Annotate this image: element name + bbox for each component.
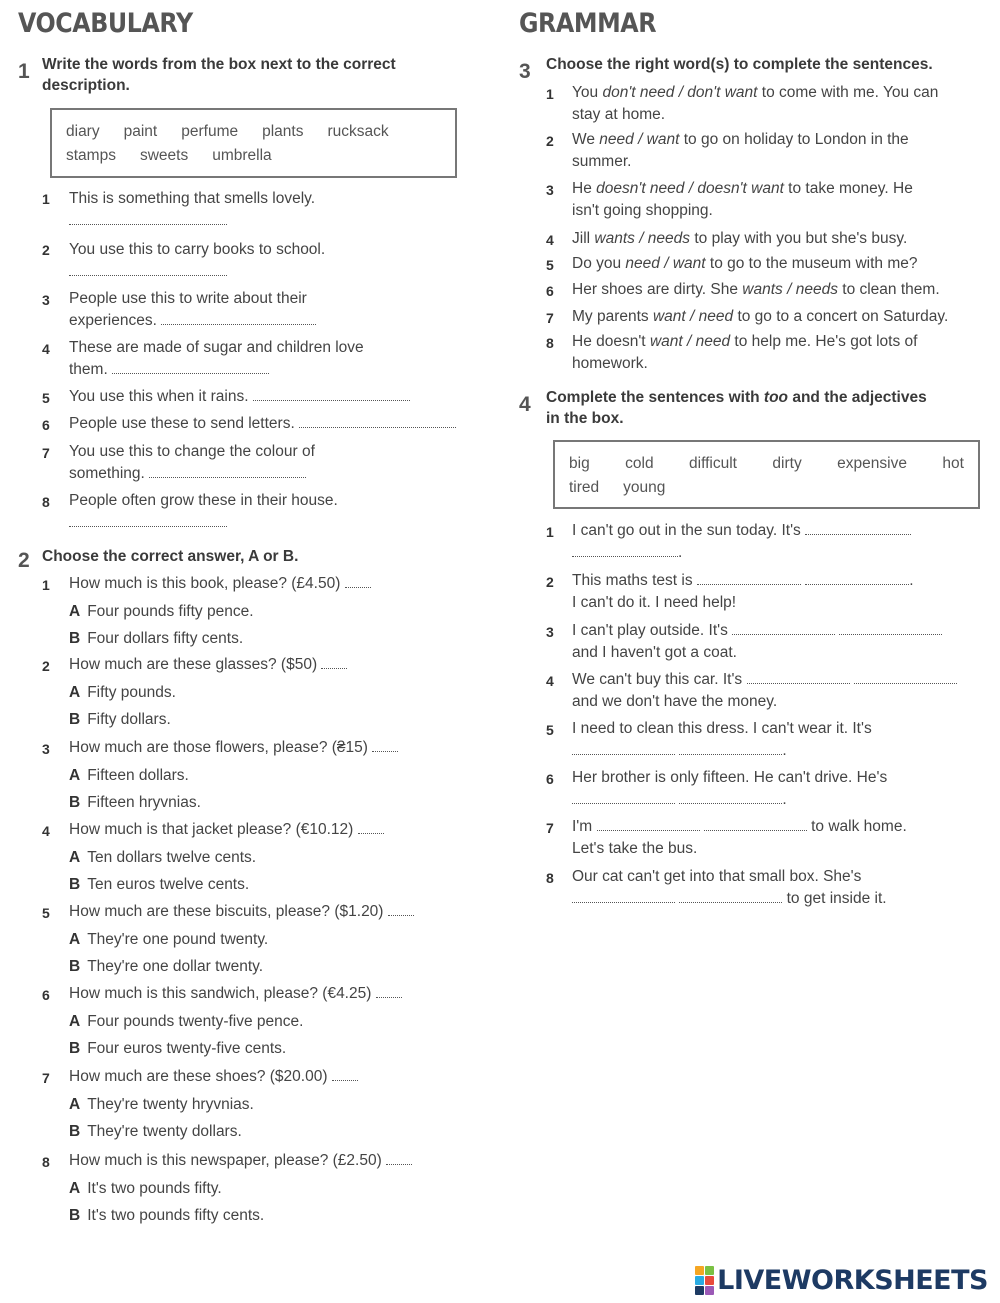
answer-blank[interactable] [697, 572, 801, 585]
ex3-item-1: You don't need / don't want to come with me. You can stay at home. [572, 84, 939, 123]
ex1-item-7: You use this to change the colour of something. [69, 443, 315, 482]
ex4-item-3: I can't play outside. It's and I haven't got a coat. [572, 620, 942, 664]
item-number: 5 [546, 257, 554, 273]
answer-blank[interactable] [805, 572, 909, 585]
option-letter: B [69, 1207, 81, 1224]
ex1-item-8: People often grow these in their house. [69, 490, 338, 534]
item-number: 6 [546, 771, 554, 787]
item-number: 5 [42, 390, 50, 406]
answer-blank[interactable] [679, 742, 782, 755]
answer-blank[interactable] [345, 575, 371, 588]
item-number: 8 [546, 870, 554, 886]
item-number: 8 [42, 494, 50, 510]
ex2-question: How much is this sandwich, please? (€4.25) [69, 983, 402, 1005]
ex4-item-5: I need to clean this dress. I can't wear it. It's . [572, 720, 872, 759]
ex2-option-a[interactable]: A Four pounds twenty-five pence. [69, 1013, 304, 1030]
item-number: 6 [42, 987, 50, 1003]
answer-blank[interactable] [854, 671, 957, 684]
ex2-option-a[interactable]: A Fifty pounds. [69, 684, 176, 701]
ex4-item-8: Our cat can't get into that small box. She's to get inside it. [572, 868, 887, 907]
exercise-1-word-box [50, 108, 457, 178]
item-number: 5 [546, 722, 554, 738]
ex4-item-2: This maths test is . I can't do it. I need help! [572, 572, 914, 611]
answer-blank[interactable] [597, 818, 700, 831]
answer-blank[interactable] [69, 514, 227, 527]
word-choice[interactable]: need / want [599, 131, 680, 148]
answer-blank[interactable] [321, 656, 347, 669]
word-choice[interactable]: wants / needs [594, 230, 691, 247]
exercise-4-title: Complete the sentences with too and the adjectives in the box. [546, 389, 927, 427]
item-number: 1 [42, 577, 50, 593]
item-number: 4 [42, 823, 50, 839]
ex3-item-7: My parents want / need to go to a concert on Saturday. [572, 308, 949, 325]
word-choice[interactable]: don't need / don't want [602, 84, 758, 101]
ex2-option-b[interactable]: B Four dollars fifty cents. [69, 630, 244, 647]
ex2-option-a[interactable]: A It's two pounds fifty. [69, 1180, 222, 1197]
word-box-item: cold [625, 455, 654, 472]
option-letter: B [69, 958, 81, 975]
answer-blank[interactable] [679, 791, 782, 804]
option-letter: A [69, 849, 81, 866]
item-number: 7 [546, 310, 554, 326]
word-box-item: difficult [689, 455, 737, 472]
ex4-item-7: I'm to walk home. Let's take the bus. [572, 818, 907, 857]
answer-blank[interactable] [253, 388, 410, 401]
word-choice[interactable]: want / need [649, 333, 731, 350]
answer-blank[interactable] [805, 522, 911, 535]
item-number: 8 [546, 335, 554, 351]
item-number: 1 [546, 524, 554, 540]
option-letter: A [69, 1180, 81, 1197]
answer-blank[interactable] [161, 312, 316, 325]
item-number: 6 [546, 283, 554, 299]
ex1-item-1: This is something that smells lovely. [69, 188, 315, 232]
item-number: 2 [546, 574, 554, 590]
exercise-2-title: Choose the correct answer, A or B. [42, 548, 299, 565]
ex2-question: How much are those flowers, please? (₴15) [69, 737, 398, 759]
answer-blank[interactable] [149, 465, 306, 478]
answer-blank[interactable] [572, 791, 675, 804]
ex1-item-5: You use this when it rains. [69, 386, 410, 408]
answer-blank[interactable] [69, 212, 227, 225]
logo-text: LIVEWORKSHEETS [717, 1264, 988, 1296]
ex2-option-b[interactable]: B Ten euros twelve cents. [69, 876, 250, 893]
ex2-question: How much is this book, please? (£4.50) [69, 573, 371, 595]
ex1-item-4: These are made of sugar and children love them. [69, 339, 364, 378]
ex2-option-a[interactable]: A They're twenty hryvnias. [69, 1096, 254, 1113]
option-letter: B [69, 1123, 81, 1140]
ex2-option-a[interactable]: A They're one pound twenty. [69, 931, 269, 948]
exercise-2-number: 2 [18, 549, 30, 572]
item-number: 4 [42, 341, 50, 357]
item-number: 2 [546, 133, 554, 149]
ex2-option-a[interactable]: A Ten dollars twelve cents. [69, 849, 257, 866]
ex1-item-2: You use this to carry books to school. [69, 239, 325, 283]
ex3-item-5: Do you need / want to go to the museum with me? [572, 255, 918, 272]
word-box-item: diary [66, 123, 100, 140]
option-letter: B [69, 794, 81, 811]
answer-blank[interactable] [732, 622, 835, 635]
exercise-4-number: 4 [519, 393, 531, 416]
ex2-question: How much are these glasses? ($50) [69, 654, 347, 676]
word-choice[interactable]: want / need [652, 308, 734, 325]
exercise-1-title: Write the words from the box next to the correct description. [42, 56, 396, 94]
item-number: 3 [546, 624, 554, 640]
ex4-item-6: Her brother is only fifteen. He can't drive. He's . [572, 769, 888, 808]
ex2-question: How much are these biscuits, please? ($1.20) [69, 901, 414, 923]
answer-blank[interactable] [299, 415, 456, 428]
item-number: 2 [42, 242, 50, 258]
word-box-item: umbrella [212, 147, 272, 164]
item-number: 3 [42, 741, 50, 757]
exercise-3-title: Choose the right word(s) to complete the sentences. [546, 56, 933, 73]
option-letter: A [69, 684, 81, 701]
ex2-question: How much is that jacket please? (€10.12) [69, 819, 384, 841]
ex3-item-6: Her shoes are dirty. She wants / needs to clean them. [572, 281, 940, 298]
word-box-item: perfume [181, 123, 239, 140]
answer-blank[interactable] [332, 1068, 358, 1081]
ex3-item-4: Jill wants / needs to play with you but she's busy. [572, 230, 908, 247]
ex4-item-4: We can't buy this car. It's and we don't have the money. [572, 669, 957, 713]
word-box-item: hot [942, 455, 964, 472]
option-letter: B [69, 1040, 81, 1057]
exercise-1-number: 1 [18, 60, 30, 83]
item-number: 7 [42, 1070, 50, 1086]
item-number: 4 [546, 232, 554, 248]
item-number: 1 [42, 191, 50, 207]
word-box-item: tired [569, 479, 600, 496]
word-choice[interactable]: wants / needs [742, 281, 838, 298]
item-number: 3 [546, 182, 554, 198]
option-letter: A [69, 603, 81, 620]
answer-blank[interactable] [358, 821, 384, 834]
ex4-item-1: I can't go out in the sun today. It's . [572, 520, 911, 564]
ex2-option-b[interactable]: B They're one dollar twenty. [69, 958, 264, 975]
ex3-item-2: We need / want to go on holiday to London in the summer. [572, 131, 909, 170]
item-number: 3 [42, 292, 50, 308]
item-number: 1 [546, 86, 554, 102]
option-letter: A [69, 1013, 81, 1030]
answer-blank[interactable] [69, 263, 227, 276]
vocabulary-heading: VOCABULARY [18, 8, 193, 39]
option-letter: B [69, 630, 81, 647]
word-box-item: expensive [837, 455, 907, 472]
item-number: 6 [42, 417, 50, 433]
option-letter: A [69, 1096, 81, 1113]
item-number: 7 [42, 445, 50, 461]
ex2-option-a[interactable]: A Fifteen dollars. [69, 767, 189, 784]
word-box-item: paint [123, 123, 158, 140]
option-letter: A [69, 931, 81, 948]
answer-blank[interactable] [572, 544, 678, 557]
ex2-option-a[interactable]: A Four pounds fifty pence. [69, 603, 254, 620]
answer-blank[interactable] [704, 818, 807, 831]
grammar-heading: GRAMMAR [519, 8, 657, 39]
answer-blank[interactable] [372, 739, 398, 752]
ex2-question: How much are these shoes? ($20.00) [69, 1066, 358, 1088]
word-box-item: young [623, 479, 666, 496]
answer-blank[interactable] [386, 1152, 412, 1165]
option-letter: B [69, 711, 81, 728]
ex2-option-b[interactable]: B Fifteen hryvnias. [69, 794, 201, 811]
ex3-item-3: He doesn't need / doesn't want to take money. He isn't going shopping. [572, 180, 913, 219]
answer-blank[interactable] [839, 622, 942, 635]
exercise-3-number: 3 [519, 60, 531, 83]
word-choice[interactable]: need / want [625, 255, 706, 272]
option-letter: B [69, 876, 81, 893]
word-box-item: plants [262, 123, 304, 140]
answer-blank[interactable] [747, 671, 850, 684]
word-choice[interactable]: doesn't need / doesn't want [596, 180, 784, 197]
liveworksheets-logo[interactable] [695, 1265, 988, 1295]
item-number: 4 [546, 673, 554, 689]
exercise-4-word-box [553, 440, 980, 509]
item-number: 5 [42, 905, 50, 921]
answer-blank[interactable] [679, 890, 782, 903]
answer-blank[interactable] [572, 742, 675, 755]
ex1-item-3: People use this to write about their experiences. [69, 288, 316, 332]
logo-grid-icon [695, 1266, 714, 1295]
ex2-option-b[interactable]: B It's two pounds fifty cents. [69, 1207, 265, 1224]
word-box-item: sweets [139, 147, 189, 164]
item-number: 7 [546, 820, 554, 836]
word-box-item: dirty [772, 455, 802, 472]
answer-blank[interactable] [376, 985, 402, 998]
answer-blank[interactable] [112, 361, 269, 374]
ex2-question: How much is this newspaper, please? (£2.50) [69, 1150, 412, 1172]
ex3-item-8: He doesn't want / need to help me. He's got lots of homework. [572, 333, 918, 372]
item-number: 8 [42, 1154, 50, 1170]
ex2-option-b[interactable]: B They're twenty dollars. [69, 1123, 242, 1140]
ex1-item-6: People use these to send letters. [69, 413, 456, 435]
word-box-item: stamps [66, 147, 116, 164]
ex2-option-b[interactable]: B Fifty dollars. [69, 711, 171, 728]
word-box-item: rucksack [327, 123, 389, 140]
answer-blank[interactable] [572, 890, 675, 903]
item-number: 2 [42, 658, 50, 674]
answer-blank[interactable] [388, 903, 414, 916]
ex2-option-b[interactable]: B Four euros twenty-five cents. [69, 1040, 287, 1057]
option-letter: A [69, 767, 81, 784]
word-box-item: big [569, 455, 590, 472]
